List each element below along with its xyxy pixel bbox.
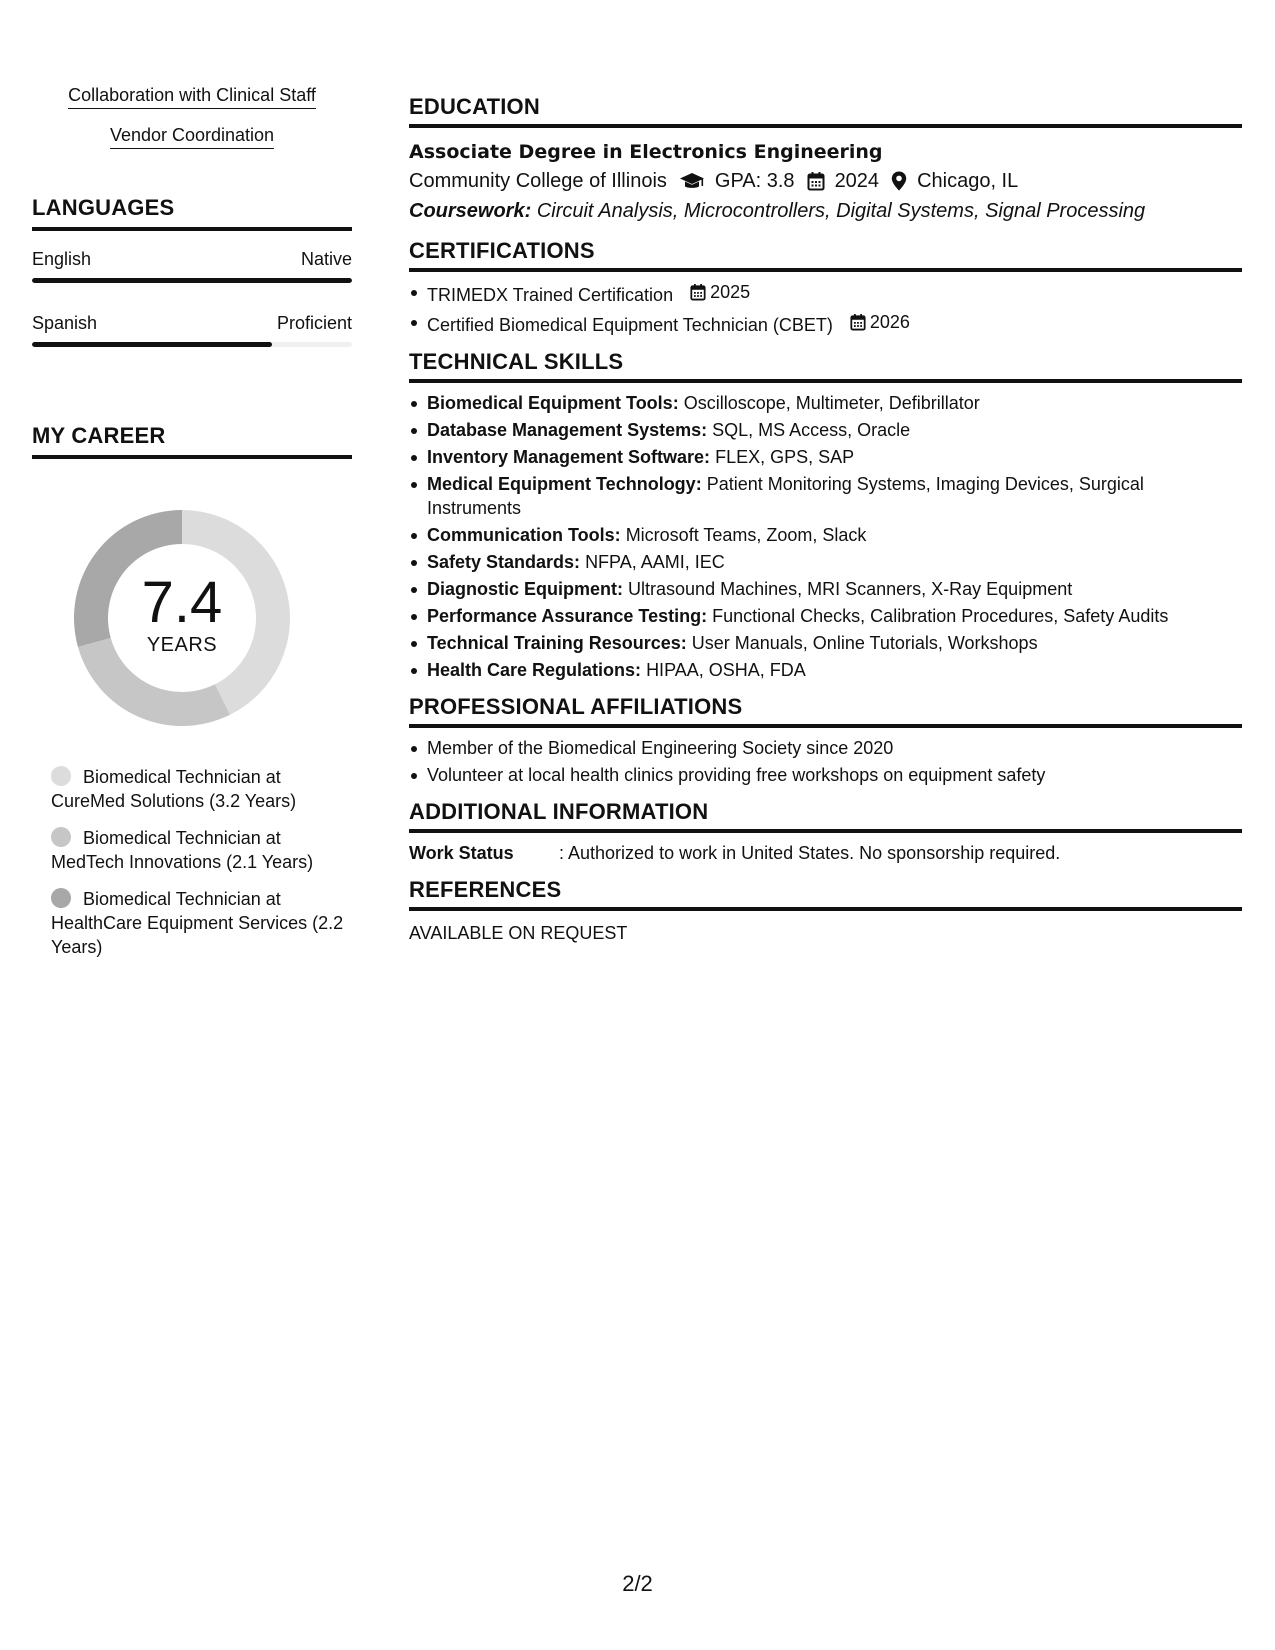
graduation-cap-icon bbox=[679, 171, 705, 191]
additional-info-heading: ADDITIONAL INFORMATION bbox=[409, 799, 1242, 833]
skill-label: Inventory Management Software: bbox=[427, 447, 711, 467]
page-number: 2/2 bbox=[622, 1571, 653, 1596]
certifications-section bbox=[409, 238, 1242, 337]
language-level: Proficient bbox=[276, 313, 352, 333]
career-role-label: Biomedical Technician at HealthCare Equipment Services (2.2 Years) bbox=[51, 889, 344, 957]
skill-item bbox=[427, 523, 1242, 547]
donut-center bbox=[67, 503, 297, 733]
certifications-heading: CERTIFICATIONS bbox=[409, 238, 1242, 272]
skill-value: User Manuals, Online Tutorials, Workshops bbox=[691, 633, 1038, 653]
work-status-value: : Authorized to work in United States. No sponsorship required. bbox=[559, 843, 1061, 863]
language-name: English bbox=[32, 249, 92, 269]
skill-value: Oscilloscope, Multimeter, Defibrillator bbox=[683, 393, 980, 413]
skill-item bbox=[427, 391, 1242, 415]
skill-tag: Collaboration with Clinical Staff bbox=[68, 84, 316, 109]
references-section bbox=[409, 877, 1242, 945]
certification-item bbox=[427, 310, 1242, 337]
additional-info-section bbox=[409, 799, 1242, 865]
skill-label: Communication Tools: bbox=[427, 525, 621, 545]
gpa: GPA: 3.8 bbox=[714, 170, 795, 192]
skill-value: FLEX, GPS, SAP bbox=[715, 447, 855, 467]
certification-year: 2025 bbox=[710, 282, 751, 302]
technical-skills-list bbox=[409, 391, 1242, 682]
skill-item bbox=[427, 604, 1242, 628]
skill-label: Safety Standards: bbox=[427, 552, 581, 572]
skill-label: Performance Assurance Testing: bbox=[427, 606, 708, 626]
languages-section bbox=[32, 195, 352, 347]
school-name: Community College of Illinois bbox=[409, 170, 667, 192]
skill-value: Patient Monitoring Systems, Imaging Devices, Surgical Instruments bbox=[427, 474, 1144, 518]
affiliations-heading: PROFESSIONAL AFFILIATIONS bbox=[409, 694, 1242, 728]
affiliations-list bbox=[409, 736, 1242, 787]
work-status-label: Work Status bbox=[409, 843, 514, 863]
references-text: AVAILABLE ON REQUEST bbox=[409, 923, 628, 943]
affiliations-section bbox=[409, 694, 1242, 787]
certification-year: 2026 bbox=[869, 312, 910, 332]
skill-label: Medical Equipment Technology: bbox=[427, 474, 702, 494]
skill-item bbox=[427, 658, 1242, 682]
affiliation-item: Volunteer at local health clinics providing free workshops on equipment safety bbox=[427, 763, 1242, 787]
certification-list bbox=[409, 280, 1242, 337]
sidebar bbox=[32, 84, 352, 972]
coursework-list: Circuit Analysis, Microcontrollers, Digital Systems, Signal Processing bbox=[536, 200, 1146, 222]
skill-value: HIPAA, OSHA, FDA bbox=[646, 660, 806, 680]
map-pin-icon bbox=[891, 171, 907, 191]
language-proficiency-fill bbox=[32, 342, 272, 347]
career-role-label: Biomedical Technician at MedTech Innovations (2.1 Years) bbox=[51, 828, 314, 872]
career-legend bbox=[32, 765, 352, 959]
language-proficiency-bar bbox=[32, 278, 352, 283]
career-legend-item bbox=[51, 887, 352, 959]
skill-label: Biomedical Equipment Tools: bbox=[427, 393, 679, 413]
technical-skills-heading: TECHNICAL SKILLS bbox=[409, 349, 1242, 383]
education-section bbox=[409, 94, 1242, 226]
calendar-icon bbox=[850, 313, 866, 331]
references-heading: REFERENCES bbox=[409, 877, 1242, 911]
language-item bbox=[32, 247, 352, 283]
career-heading: MY CAREER bbox=[32, 423, 352, 459]
calendar-icon bbox=[807, 171, 825, 191]
career-legend-item bbox=[51, 765, 352, 813]
skill-label: Diagnostic Equipment: bbox=[427, 579, 624, 599]
legend-dot bbox=[51, 827, 71, 847]
skill-item bbox=[427, 445, 1242, 469]
skill-value: Ultrasound Machines, MRI Scanners, X-Ray Equipment bbox=[628, 579, 1073, 599]
career-section bbox=[32, 423, 352, 959]
skill-item bbox=[427, 550, 1242, 574]
career-legend-item bbox=[51, 826, 352, 874]
skill-value: SQL, MS Access, Oracle bbox=[712, 420, 911, 440]
graduation-year: 2024 bbox=[834, 170, 880, 192]
coursework bbox=[409, 196, 1242, 226]
legend-dot bbox=[51, 888, 71, 908]
language-item bbox=[32, 311, 352, 347]
career-role-label: Biomedical Technician at CureMed Solutions (3.2 Years) bbox=[51, 767, 297, 811]
career-donut-chart bbox=[67, 503, 297, 733]
calendar-icon bbox=[690, 283, 706, 301]
education-heading: EDUCATION bbox=[409, 94, 1242, 128]
skill-label: Database Management Systems: bbox=[427, 420, 708, 440]
certification-item bbox=[427, 280, 1242, 307]
school-location: Chicago, IL bbox=[917, 170, 1019, 192]
language-proficiency-fill bbox=[32, 278, 352, 283]
career-total-years: 7.4 bbox=[141, 570, 223, 635]
technical-skills-section bbox=[409, 349, 1242, 682]
coursework-label: Coursework: bbox=[409, 200, 532, 222]
language-proficiency-bar bbox=[32, 342, 352, 347]
skill-value: Functional Checks, Calibration Procedures, Safety Audits bbox=[712, 606, 1169, 626]
skill-item bbox=[427, 631, 1242, 655]
skill-item bbox=[427, 577, 1242, 601]
work-status-row bbox=[409, 841, 1242, 865]
skill-item bbox=[427, 418, 1242, 442]
skill-label: Technical Training Resources: bbox=[427, 633, 687, 653]
language-name: Spanish bbox=[32, 313, 98, 333]
career-total-unit: YEARS bbox=[146, 634, 218, 656]
legend-dot bbox=[51, 766, 71, 786]
certification-name: TRIMEDX Trained Certification bbox=[427, 285, 674, 305]
language-level: Native bbox=[300, 249, 352, 269]
skill-label: Health Care Regulations: bbox=[427, 660, 642, 680]
main-content bbox=[409, 94, 1242, 957]
skill-tag-list bbox=[32, 84, 352, 149]
affiliation-item: Member of the Biomedical Engineering Society since 2020 bbox=[427, 736, 1242, 760]
skill-value: NFPA, AAMI, IEC bbox=[585, 552, 725, 572]
education-meta bbox=[409, 166, 1242, 196]
skill-value: Microsoft Teams, Zoom, Slack bbox=[625, 525, 867, 545]
degree-title: Associate Degree in Electronics Engineering bbox=[409, 141, 883, 163]
skill-item bbox=[427, 472, 1242, 520]
languages-heading: LANGUAGES bbox=[32, 195, 352, 231]
certification-name: Certified Biomedical Equipment Technician (CBET) bbox=[427, 315, 833, 335]
skill-tag: Vendor Coordination bbox=[110, 124, 274, 149]
